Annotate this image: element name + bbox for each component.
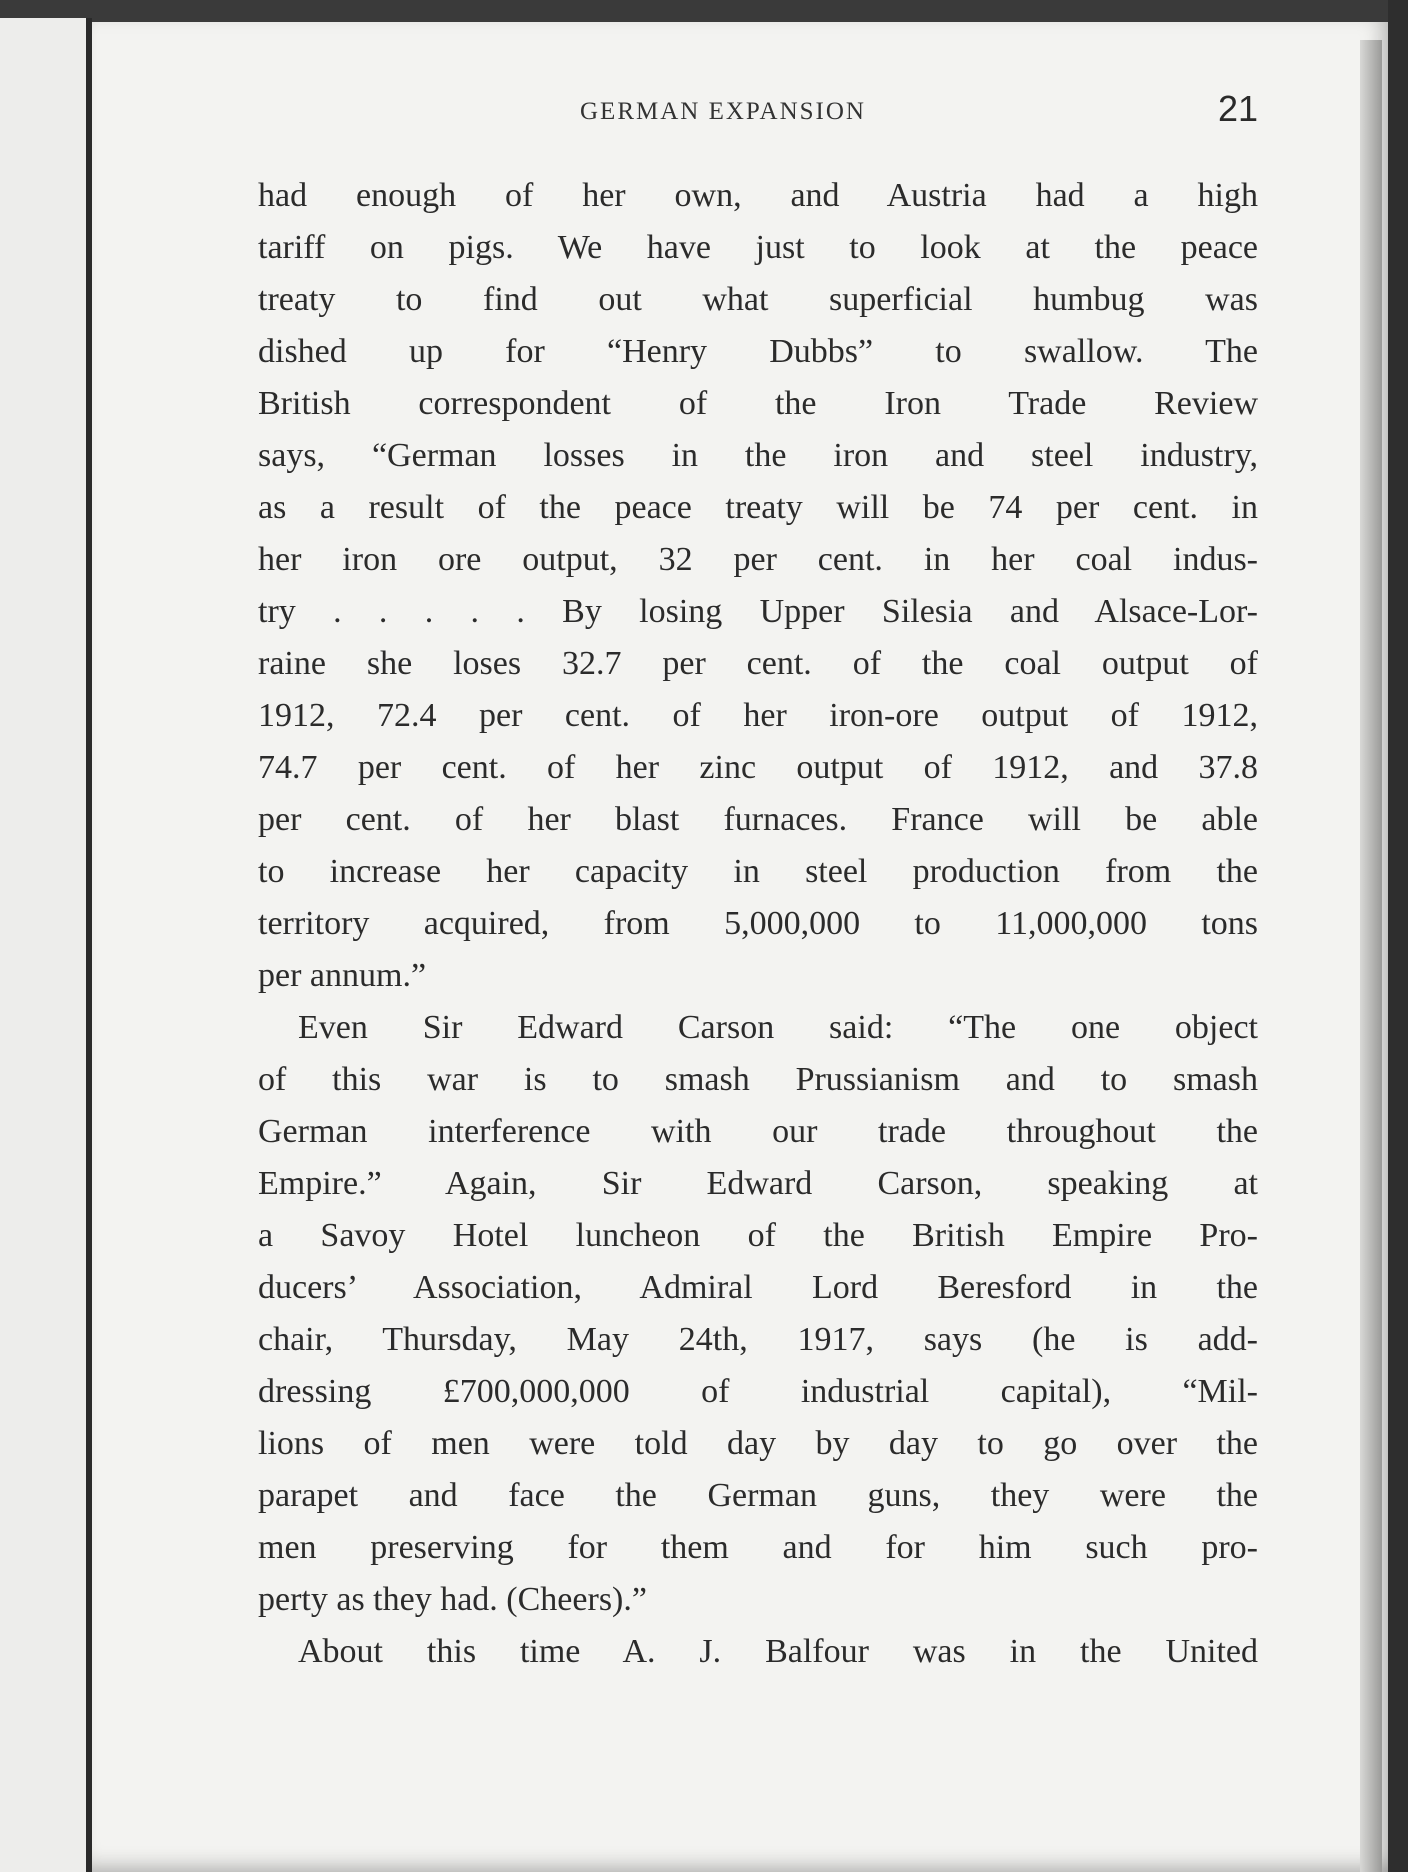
text-line: her iron ore output, 32 per cent. in her coal indus- — [258, 541, 1258, 578]
text-line: raine she loses 32.7 per cent. of the coal output of — [258, 645, 1258, 682]
text-line: About this time A. J. Balfour was in the United — [298, 1633, 1258, 1670]
text-line: men preserving for them and for him such pro- — [258, 1529, 1258, 1566]
page-stack-edge — [1360, 40, 1382, 1872]
text-line: of this war is to smash Prussianism and to smash — [258, 1061, 1258, 1098]
text-line: had enough of her own, and Austria had a high — [258, 177, 1258, 214]
text-line: parapet and face the German guns, they were the — [258, 1477, 1258, 1514]
text-line: tariff on pigs. We have just to look at the peace — [258, 229, 1258, 266]
text-line: try . . . . . By losing Upper Silesia and Alsace-Lor- — [258, 593, 1258, 630]
text-line: ducers’ Association, Admiral Lord Beresford in the — [258, 1269, 1258, 1306]
text-line: Even Sir Edward Carson said: “The one object — [298, 1009, 1258, 1046]
text-line: chair, Thursday, May 24th, 1917, says (he is add- — [258, 1321, 1258, 1358]
text-line: treaty to find out what superficial humbug was — [258, 281, 1258, 318]
text-line: German interference with our trade throughout the — [258, 1113, 1258, 1150]
facing-page-edge — [0, 18, 92, 1872]
body-text — [258, 170, 1258, 1678]
text-line: to increase her capacity in steel production from the — [258, 853, 1258, 890]
text-line: per cent. of her blast furnaces. France will be able — [258, 801, 1258, 838]
text-line: British correspondent of the Iron Trade Review — [258, 385, 1258, 422]
text-line: 1912, 72.4 per cent. of her iron-ore output of 1912, — [258, 697, 1258, 734]
text-line: dished up for “Henry Dubbs” to swallow. The — [258, 333, 1258, 370]
text-line: 74.7 per cent. of her zinc output of 1912, and 37.8 — [258, 749, 1258, 786]
text-line: lions of men were told day by day to go over the — [258, 1425, 1258, 1462]
text-line: perty as they had. (Cheers).” — [258, 1581, 647, 1618]
text-line: says, “German losses in the iron and steel industry, — [258, 437, 1258, 474]
text-line: territory acquired, from 5,000,000 to 11,000,000 tons — [258, 905, 1258, 942]
scan-border-right — [1388, 0, 1408, 1872]
text-line: per annum.” — [258, 957, 427, 994]
text-line: as a result of the peace treaty will be 74 per cent. in — [258, 489, 1258, 526]
page-number: 21 — [1218, 88, 1259, 129]
text-line: dressing £700,000,000 of industrial capital), “Mil- — [258, 1373, 1258, 1410]
text-line: a Savoy Hotel luncheon of the British Empire Pro- — [258, 1217, 1258, 1254]
running-header: GERMAN EXPANSION — [580, 98, 866, 125]
text-line: Empire.” Again, Sir Edward Carson, speaking at — [258, 1165, 1258, 1202]
